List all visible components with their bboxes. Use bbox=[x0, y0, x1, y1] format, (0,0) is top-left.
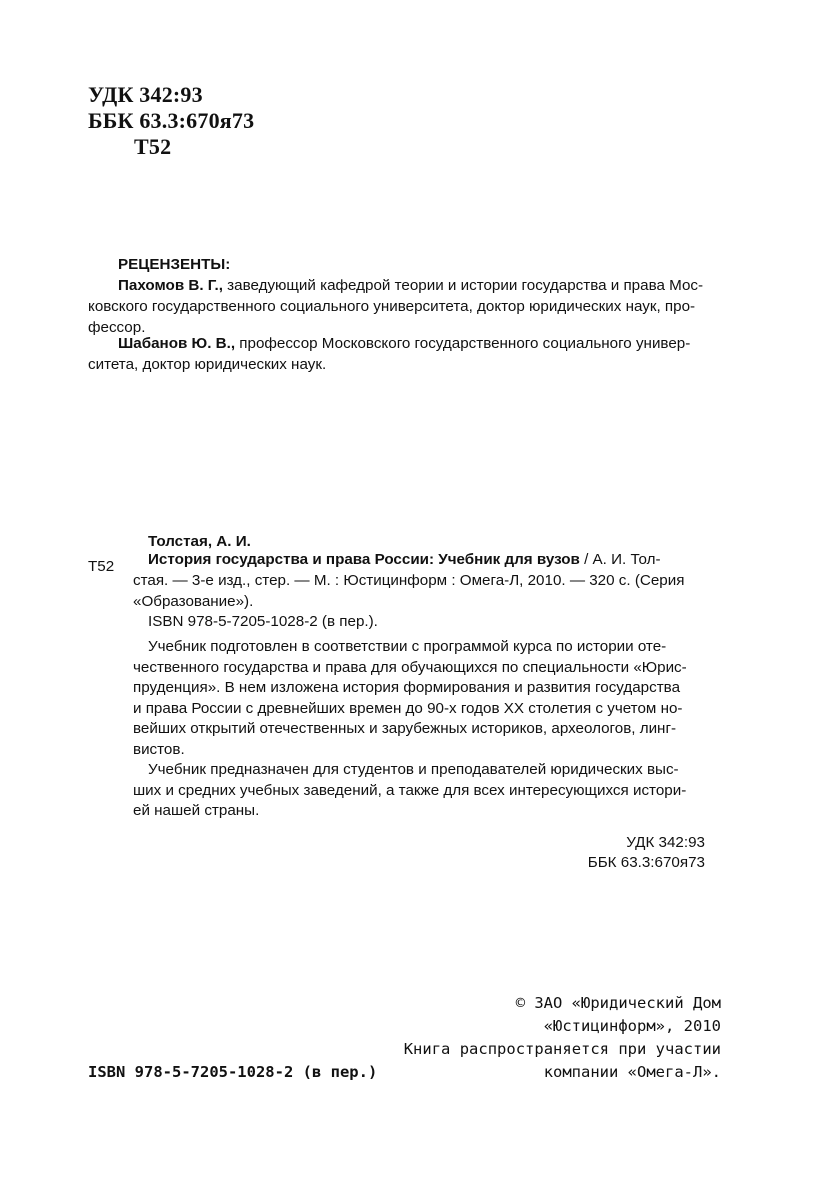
author-sign: Т52 bbox=[134, 134, 172, 159]
abstract-line: и права России с древнейших времен до 90-х годов XX столетия с учетом но- bbox=[133, 700, 683, 717]
catalog-title: История государства и права России: Учебник для вузов bbox=[148, 551, 580, 568]
bbk-index: ББК 63.3:670я73 bbox=[88, 108, 255, 133]
reviewer-1-text: заведующий кафедрой теории и истории государства и права Мос- bbox=[222, 277, 704, 294]
reviewer-1-line-2: ковского государственного социального университета, доктор юридических наук, про- bbox=[88, 298, 696, 315]
reviewer-2-line-1 bbox=[118, 333, 690, 355]
udk-index: УДК 342:93 bbox=[88, 82, 203, 107]
reviewer-2-line-2: ситета, доктор юридических наук. bbox=[88, 356, 327, 373]
abstract-line: Учебник подготовлен в соответствии с программой курса по истории оте- bbox=[148, 638, 667, 655]
abstract-line: Учебник предназначен для студентов и преподавателей юридических выс- bbox=[148, 761, 679, 778]
catalog-line-2: стая. — 3-е изд., стер. — М. : Юстицинформ : Омега-Л, 2010. — 320 с. (Серия bbox=[133, 572, 685, 589]
abstract-line: ших и средних учебных заведений, а также для всех интересующихся истори- bbox=[133, 782, 687, 799]
abstract-line: вейших открытий отечественных и зарубежных историков, археологов, линг- bbox=[133, 720, 677, 737]
reviewer-1-line-3: фессор. bbox=[88, 319, 146, 336]
catalog-author: Толстая, А. И. bbox=[148, 533, 251, 550]
copyright-line-4: компании «Омега-Л». bbox=[543, 1063, 721, 1081]
reviewer-2-text: профессор Московского государственного социального универ- bbox=[235, 335, 691, 352]
abstract-line: вистов. bbox=[133, 741, 185, 758]
abstract-line: ей нашей страны. bbox=[133, 802, 260, 819]
catalog-udk: УДК 342:93 bbox=[626, 834, 705, 851]
reviewers-heading: РЕЦЕНЗЕНТЫ: bbox=[118, 256, 231, 273]
catalog-title-suffix: / А. И. Тол- bbox=[579, 551, 661, 568]
copyright-line-1: © ЗАО «Юридический Дом bbox=[515, 994, 721, 1012]
reviewer-1-name: Пахомов В. Г., bbox=[118, 277, 223, 294]
catalog-sign: Т52 bbox=[88, 558, 115, 575]
abstract-line: пруденция». В нем изложена история формирования и развития государства bbox=[133, 679, 681, 696]
catalog-line-3: «Образование»). bbox=[133, 593, 254, 610]
abstract-line: чественного государства и права для обучающихся по специальности «Юрис- bbox=[133, 659, 687, 676]
reviewer-1-line-1 bbox=[118, 275, 703, 297]
isbn-footer: ISBN 978-5-7205-1028-2 (в пер.) bbox=[88, 1063, 378, 1081]
catalog-title-line bbox=[148, 549, 661, 571]
copyright-line-3: Книга распространяется при участии bbox=[403, 1040, 721, 1058]
catalog-isbn: ISBN 978-5-7205-1028-2 (в пер.). bbox=[148, 613, 378, 630]
copyright-line-2: «Юстицинформ», 2010 bbox=[543, 1017, 721, 1035]
catalog-bbk: ББК 63.3:670я73 bbox=[587, 854, 705, 871]
reviewer-2-name: Шабанов Ю. В., bbox=[118, 335, 236, 352]
